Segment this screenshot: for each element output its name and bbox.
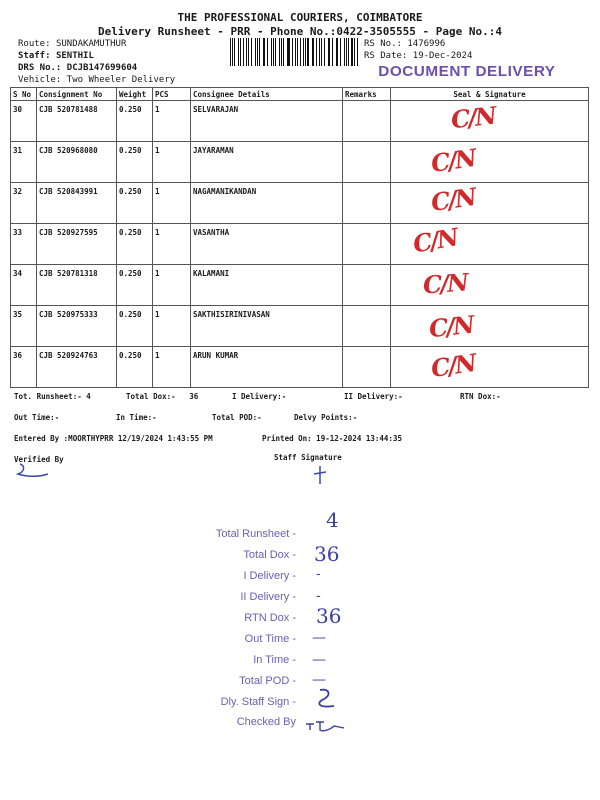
cell-sno: 31 xyxy=(11,142,37,183)
cell-consignee: ARUN KUMAR xyxy=(191,347,343,388)
drs-value: DCJB147699604 xyxy=(66,63,138,73)
cell-consignee: NAGAMANIKANDAN xyxy=(191,183,343,224)
table-row xyxy=(11,306,589,347)
printed-on: Printed On: 19-12-2024 13:44:35 xyxy=(262,434,402,443)
cell-pcs: 1 xyxy=(153,183,191,224)
barcode-bar xyxy=(344,38,345,66)
barcode-bar xyxy=(324,38,325,66)
barcode-bar xyxy=(313,38,314,66)
handwritten-in-time-value: — xyxy=(312,652,326,668)
cell-sno: 34 xyxy=(11,265,37,306)
col-pcs: PCS xyxy=(153,88,191,101)
col-consignee: Consignee Details xyxy=(191,88,343,101)
rtn-dox: RTN Dox:- xyxy=(460,392,501,401)
stamp-i-delivery: I Delivery - xyxy=(243,570,296,582)
rs-date-value: 19-Dec-2024 xyxy=(412,51,473,61)
barcode-bar xyxy=(230,38,231,66)
cell-pcs: 1 xyxy=(153,347,191,388)
cell-consignee: SELVARAJAN xyxy=(191,101,343,142)
rs-no-line xyxy=(364,39,445,49)
cell-pcs: 1 xyxy=(153,142,191,183)
drs-line xyxy=(18,63,137,73)
route-label: Route: xyxy=(18,39,51,49)
table-row xyxy=(11,183,589,224)
table-row xyxy=(11,101,589,142)
handwritten-cn-mark: C/N xyxy=(427,309,475,344)
barcode-bar xyxy=(329,38,330,66)
cell-remarks xyxy=(343,265,391,306)
barcode-bar xyxy=(283,38,284,66)
cell-remarks xyxy=(343,224,391,265)
ii-delivery: II Delivery:- xyxy=(344,392,403,401)
stamp-total-runsheet: Total Runsheet - xyxy=(215,528,296,540)
handwritten-out-time-value: — xyxy=(312,630,326,646)
cell-remarks xyxy=(343,306,391,347)
handwritten-total-pod-value: — xyxy=(312,672,326,688)
handwritten-ii-delivery-value: - xyxy=(316,588,321,604)
table-header-row xyxy=(11,88,589,101)
barcode-bar xyxy=(279,38,280,66)
cell-consignee: SAKTHISIRINIVASAN xyxy=(191,306,343,347)
delvy-points: Delvy Points:- xyxy=(294,413,358,422)
rs-no-value: 1476996 xyxy=(407,39,446,49)
cell-consignment: CJB 520927595 xyxy=(37,224,117,265)
company-name: THE PROFESSIONAL COURIERS, COIMBATORE xyxy=(177,11,423,24)
barcode-bar xyxy=(354,38,355,66)
barcode-bar xyxy=(307,38,308,66)
cell-consignment: CJB 520781488 xyxy=(37,101,117,142)
cell-consignee: KALAMANI xyxy=(191,265,343,306)
barcode-bar xyxy=(321,38,322,66)
route-value: SUNDAKAMUTHUR xyxy=(55,39,127,49)
staff-label: Staff: xyxy=(18,51,51,61)
vehicle-line xyxy=(18,75,175,85)
total-pod: Total POD:- xyxy=(212,413,262,422)
cell-consignee: VASANTHA xyxy=(191,224,343,265)
total-dox-value: 36 xyxy=(189,392,199,401)
barcode-bar xyxy=(351,38,352,66)
barcode-bar xyxy=(251,38,252,66)
cell-remarks xyxy=(343,142,391,183)
staff-signature-label: Staff Signature xyxy=(274,453,342,462)
cell-signature xyxy=(391,224,589,265)
stamp-out-time: Out Time - xyxy=(244,633,296,645)
cell-sno: 36 xyxy=(11,347,37,388)
cell-sno: 30 xyxy=(11,101,37,142)
barcode-bar xyxy=(337,38,338,66)
table-row xyxy=(11,224,589,265)
cell-signature xyxy=(391,265,589,306)
handwritten-runsheet-value: 4 xyxy=(326,508,339,532)
cell-sno: 33 xyxy=(11,224,37,265)
cell-sno: 32 xyxy=(11,183,37,224)
runsheet-table xyxy=(10,87,589,388)
handwritten-total-dox-value: 36 xyxy=(314,542,340,566)
barcode-bar xyxy=(288,38,289,66)
barcode-bar xyxy=(259,38,260,66)
barcode-bar xyxy=(300,38,301,66)
verified-signature-mark xyxy=(14,460,54,484)
barcode-bar xyxy=(267,38,268,66)
handwritten-cn-mark: C/N xyxy=(422,267,468,300)
dly-staff-signature-mark xyxy=(312,686,340,712)
cell-pcs: 1 xyxy=(153,306,191,347)
cell-pcs: 1 xyxy=(153,224,191,265)
i-delivery: I Delivery:- xyxy=(232,392,287,401)
cell-signature xyxy=(391,101,589,142)
cell-consignment: CJB 520924763 xyxy=(37,347,117,388)
handwritten-cn-mark: C/N xyxy=(449,100,497,135)
barcode-bar xyxy=(246,38,247,66)
table-row xyxy=(11,265,589,306)
cell-weight: 0.250 xyxy=(117,347,153,388)
barcode-bar xyxy=(238,38,239,66)
cell-signature xyxy=(391,183,589,224)
route-line xyxy=(18,39,126,49)
handwritten-cn-mark: C/N xyxy=(429,348,477,383)
entered-by: Entered By :MOORTHYPRR 12/19/2024 1:43:55 PM xyxy=(14,434,213,443)
cell-consignment: CJB 520968080 xyxy=(37,142,117,183)
stamp-rtn-dox: RTN Dox - xyxy=(244,612,296,624)
total-dox-label: Total Dox:- xyxy=(126,392,176,401)
checked-by-signature-mark xyxy=(304,716,348,734)
col-consignment: Consignment No xyxy=(37,88,117,101)
stamp-ii-delivery: II Delivery - xyxy=(240,591,296,603)
cell-weight: 0.250 xyxy=(117,101,153,142)
col-sno: S No xyxy=(11,88,37,101)
cell-remarks xyxy=(343,183,391,224)
col-remarks: Remarks xyxy=(343,88,391,101)
cell-sno: 35 xyxy=(11,306,37,347)
drs-label: DRS No.: xyxy=(18,63,62,73)
table-row xyxy=(11,347,589,388)
rs-date-line xyxy=(364,51,472,61)
handwritten-cn-mark: C/N xyxy=(410,222,459,259)
barcode-bar xyxy=(243,38,244,66)
handwritten-cn-mark: C/N xyxy=(429,182,477,217)
document-delivery-stamp: DOCUMENT DELIVERY xyxy=(378,63,556,80)
cell-consignment: CJB 520975333 xyxy=(37,306,117,347)
cell-consignment: CJB 520781318 xyxy=(37,265,117,306)
runsheet-title: Delivery Runsheet - PRR - Phone No.:0422-3505555 - Page No.:4 xyxy=(98,25,502,38)
cell-remarks xyxy=(343,347,391,388)
staff-value: SENTHIL xyxy=(55,51,94,61)
cell-consignment: CJB 520843991 xyxy=(37,183,117,224)
col-weight: Weight xyxy=(117,88,153,101)
cell-signature xyxy=(391,142,589,183)
rs-date-label: RS Date: xyxy=(364,51,408,61)
out-time: Out Time:- xyxy=(14,413,60,422)
in-time: In Time:- xyxy=(116,413,157,422)
stamp-in-time: In Time - xyxy=(253,654,296,666)
total-dox xyxy=(126,392,198,401)
cell-pcs: 1 xyxy=(153,101,191,142)
stamp-checked-by: Checked By xyxy=(236,716,296,728)
stamp-total-dox: Total Dox - xyxy=(243,549,296,561)
cell-weight: 0.250 xyxy=(117,265,153,306)
tot-runsheet: Tot. Runsheet:- 4 xyxy=(14,392,91,401)
cell-signature xyxy=(391,347,589,388)
rs-no-label: RS No.: xyxy=(364,39,402,49)
staff-line xyxy=(18,51,94,61)
stamp-staff-sign: Dly. Staff Sign - xyxy=(220,696,296,708)
vehicle-value: Two Wheeler Delivery xyxy=(66,75,176,85)
cell-weight: 0.250 xyxy=(117,224,153,265)
cell-remarks xyxy=(343,101,391,142)
handwritten-cn-mark: C/N xyxy=(429,143,477,178)
cell-weight: 0.250 xyxy=(117,183,153,224)
vehicle-label: Vehicle: xyxy=(18,75,62,85)
col-signature: Seal & Signature xyxy=(391,88,589,101)
cell-pcs: 1 xyxy=(153,265,191,306)
barcode xyxy=(230,38,360,66)
cell-weight: 0.250 xyxy=(117,306,153,347)
cell-weight: 0.250 xyxy=(117,142,153,183)
barcode-bar xyxy=(297,38,298,66)
barcode-bar xyxy=(271,38,272,66)
table-row xyxy=(11,142,589,183)
cell-consignee: JAYARAMAN xyxy=(191,142,343,183)
handwritten-i-delivery-value: - xyxy=(316,566,321,582)
verified-by: Verified By xyxy=(14,455,64,464)
handwritten-rtn-dox-value: 36 xyxy=(316,604,342,628)
stamp-total-pod: Total POD - xyxy=(239,675,296,687)
cell-signature xyxy=(391,306,589,347)
staff-signature-mark xyxy=(310,464,330,486)
